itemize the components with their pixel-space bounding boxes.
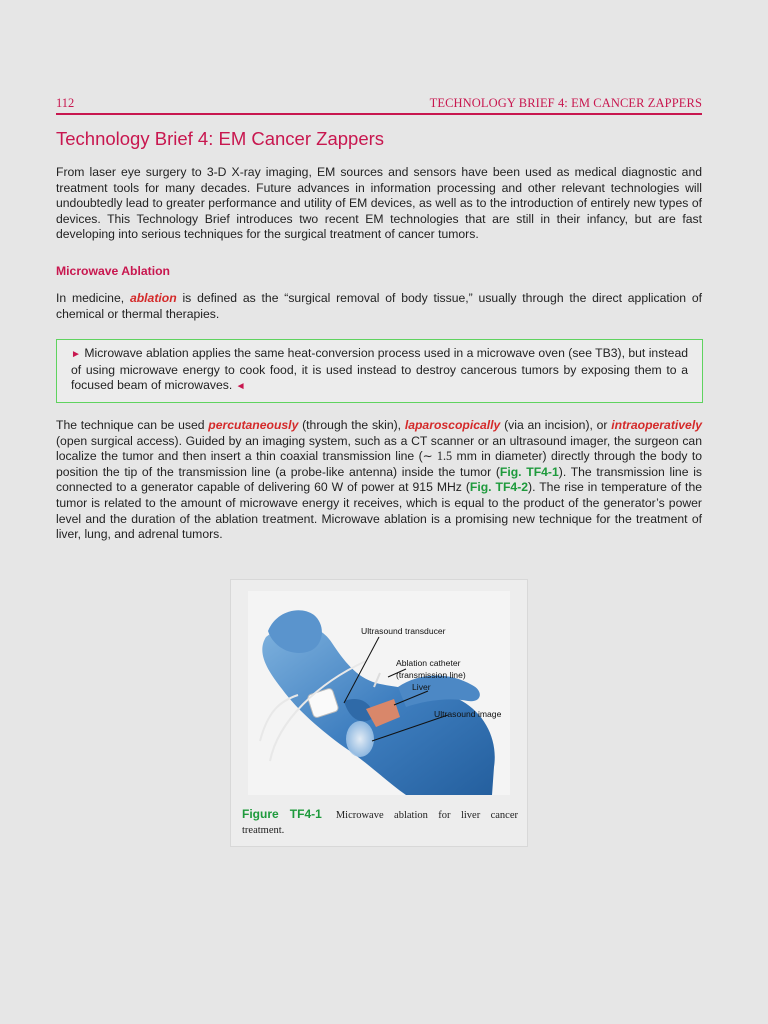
term-ablation: ablation — [129, 291, 177, 305]
figure-caption-text: Microwave ablation for liver cancer treatment. — [242, 810, 518, 836]
figure-ref-tf4-2[interactable]: Fig. TF4-2 — [469, 480, 529, 495]
technique-paragraph — [56, 418, 702, 543]
callout-start-marker-icon: ► — [71, 349, 81, 360]
figure-caption-label: Figure TF4-1 — [242, 807, 322, 821]
callout-text: Microwave ablation applies the same heat-conversion process used in a microwave oven (see TB3), but instead of using microwave energy to cook food, it is used instead to destroy cancerous tumors by exposing them to a focused beam of microwaves. — [71, 346, 689, 393]
text-run: (through the skin), — [298, 418, 405, 432]
label-ultrasound-image: Ultrasound image — [434, 709, 502, 719]
text-run: mm in diameter) directly through the body to position the tip of the transmission line (a probe-like antenna) inside the tumor ( — [56, 449, 702, 479]
text-run: ). The rise in temperature of the tumor is related to the amount of microwave energy it receives, which is equal to the product of the generator’s power level and the duration of the ablation treatment. Microwave ablation is a promising new technique for the treatment of liver, lung, and adrenal tumors. — [56, 480, 702, 542]
text-run: The technique can be used — [56, 418, 209, 432]
term-percutaneously: percutaneously — [208, 418, 299, 432]
page-number: 112 — [56, 96, 75, 110]
running-header — [56, 95, 702, 115]
ablation-illustration — [248, 591, 510, 795]
text-run: ). The transmission line is connected to a generator capable of delivering 60 W of power at 915 MHz ( — [56, 464, 702, 495]
page-title: Technology Brief 4: EM Cancer Zappers — [56, 128, 385, 149]
label-ultrasound-transducer: Ultrasound transducer — [361, 626, 446, 636]
key-point-callout — [56, 339, 703, 403]
running-title: TECHNOLOGY BRIEF 4: EM CANCER ZAPPERS — [429, 96, 702, 110]
figure-caption — [242, 807, 518, 838]
definition-text-after: is defined as the “surgical removal of body tissue,” usually through the direct application of chemical or thermal therapies. — [56, 291, 702, 321]
term-laparoscopically: laparoscopically — [404, 418, 501, 432]
ultrasound-image-cone — [346, 721, 374, 757]
callout-end-marker-icon: ◄ — [235, 381, 246, 393]
label-transmission-line: (transmission line) — [396, 670, 466, 680]
section-heading: Microwave Ablation — [56, 264, 170, 278]
figure-tf4-1 — [230, 579, 528, 847]
text-run: (open surgical access). Guided by an imaging system, such as a CT scanner or an ultrasound imager, the surgeon can localize the tumor and then insert a thin coaxial transmission line ( — [56, 433, 702, 464]
term-intraoperatively: intraoperatively — [611, 418, 702, 432]
diameter-value: ∼ 1.5 — [422, 449, 453, 464]
intro-paragraph: From laser eye surgery to 3-D X-ray imaging, EM sources and sensors have been used as medical diagnostic and treatment tools for many decades. Future advances in information processing and other relevant technologies will undoubtedly lead to greater performance and utility of EM devices, as well as to the introduction of entirely new types of devices. This Technology Brief introduces two recent EM technologies that are still in their infancy, but are fast developing into serious techniques for the surgical treatment of cancer tumors. — [56, 165, 702, 242]
definition-text-before: In medicine, — [56, 291, 130, 305]
figure-ref-tf4-1[interactable]: Fig. TF4-1 — [499, 464, 559, 479]
label-ablation-catheter: Ablation catheter — [396, 658, 461, 668]
label-liver: Liver — [412, 682, 431, 692]
definition-paragraph — [56, 291, 702, 322]
text-run: (via an incision), or — [500, 418, 612, 432]
